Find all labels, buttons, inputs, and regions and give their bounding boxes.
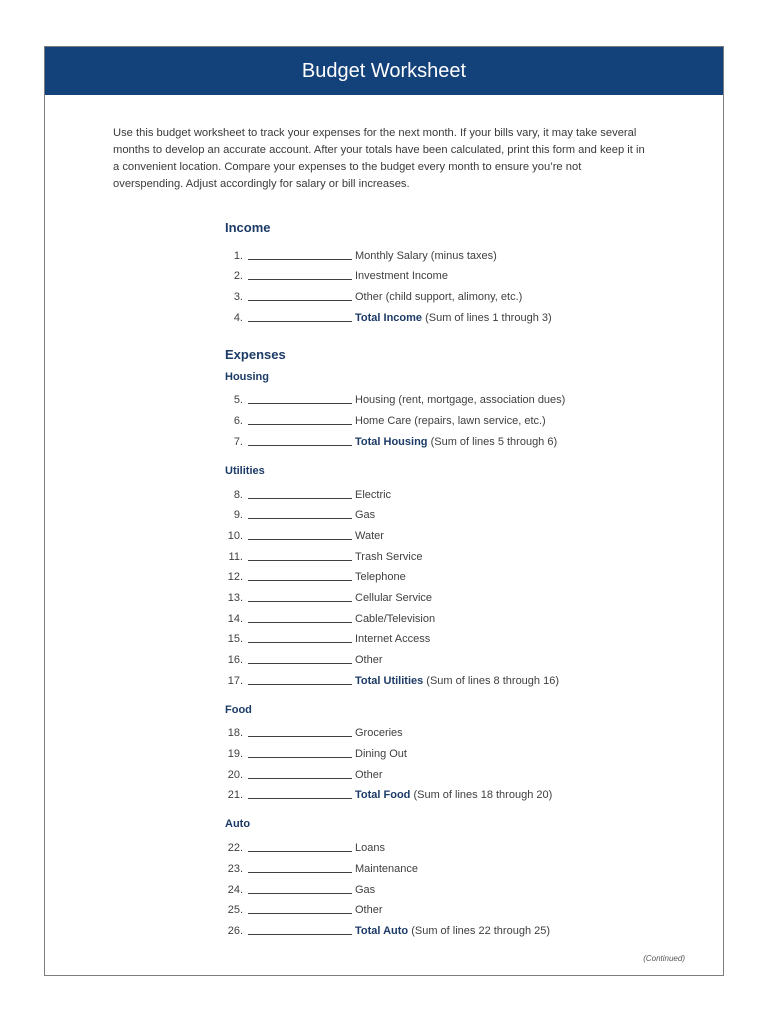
line-number: 3.	[233, 291, 243, 304]
worksheet-line	[225, 916, 705, 937]
worksheet-line	[225, 480, 705, 501]
page-header	[45, 47, 723, 95]
amount-blank[interactable]	[248, 767, 352, 779]
line-label: Gas	[355, 509, 376, 522]
line-label	[355, 925, 550, 937]
worksheet-line	[225, 303, 705, 324]
worksheet-line	[225, 854, 705, 875]
line-label: Gas	[355, 883, 376, 896]
line-number: 17.	[227, 674, 243, 687]
amount-blank[interactable]	[248, 787, 352, 799]
worksheet-line	[225, 833, 705, 854]
worksheet-line	[225, 386, 705, 407]
line-label	[355, 436, 557, 448]
line-label: Investment Income	[355, 270, 448, 283]
line-number: 13.	[227, 591, 243, 604]
worksheet-line	[225, 604, 705, 625]
worksheet-line	[225, 583, 705, 604]
line-label	[355, 789, 552, 801]
expenses-heading: Expenses	[225, 346, 286, 362]
line-total-note: (Sum of lines 1 through 3)	[422, 311, 552, 324]
housing-heading: Housing	[225, 370, 269, 383]
worksheet-content	[225, 219, 705, 937]
line-number: 6.	[233, 415, 243, 428]
line-label: Home Care (repairs, lawn service, etc.)	[355, 415, 546, 428]
amount-blank[interactable]	[248, 549, 352, 561]
amount-blank[interactable]	[248, 248, 352, 260]
worksheet-line	[225, 282, 705, 303]
amount-blank[interactable]	[248, 902, 352, 914]
utilities-lines	[225, 480, 705, 687]
amount-blank[interactable]	[248, 631, 352, 643]
line-number: 9.	[233, 509, 243, 522]
worksheet-line	[225, 262, 705, 283]
line-total-label: Total Income	[355, 311, 423, 324]
food-heading: Food	[225, 703, 252, 716]
amount-blank[interactable]	[248, 268, 352, 280]
line-number: 16.	[227, 654, 243, 666]
line-number: 19.	[227, 748, 243, 761]
worksheet-line	[225, 563, 705, 584]
line-total-note: (Sum of lines 18 through 20)	[410, 789, 553, 802]
amount-blank[interactable]	[248, 413, 352, 425]
line-label	[355, 675, 559, 687]
worksheet-line	[225, 427, 705, 448]
amount-blank[interactable]	[248, 289, 352, 301]
worksheet-line	[225, 781, 705, 802]
worksheet-line	[225, 625, 705, 646]
line-number: 2.	[233, 270, 243, 283]
line-label: Maintenance	[355, 862, 418, 875]
line-number: 11.	[228, 550, 243, 563]
line-total-label: Total Housing	[355, 435, 428, 448]
housing-lines	[225, 386, 705, 448]
amount-blank[interactable]	[248, 528, 352, 540]
amount-blank[interactable]	[248, 882, 352, 894]
auto-lines	[225, 833, 705, 936]
worksheet-line	[225, 645, 705, 666]
line-label: Housing (rent, mortgage, association dues)	[355, 394, 566, 407]
line-label: Other	[355, 904, 383, 917]
line-total-note: (Sum of lines 5 through 6)	[427, 435, 558, 448]
line-total-label: Total Auto	[355, 924, 409, 937]
amount-blank[interactable]	[248, 310, 352, 322]
line-number: 5.	[233, 394, 243, 407]
line-label: Trash Service	[355, 550, 423, 563]
line-total-label: Total Food	[355, 789, 411, 802]
worksheet-line	[225, 406, 705, 427]
line-label: Groceries	[355, 727, 403, 740]
line-total-note: (Sum of lines 22 through 25)	[408, 924, 551, 937]
page-title: Budget Worksheet	[301, 59, 467, 82]
line-label: Other (child support, alimony, etc.)	[355, 291, 523, 304]
line-label: Dining Out	[355, 748, 407, 761]
line-label	[355, 312, 552, 324]
worksheet-line	[225, 875, 705, 896]
line-number: 4.	[233, 311, 243, 324]
amount-blank[interactable]	[248, 434, 352, 446]
amount-blank[interactable]	[248, 392, 352, 404]
line-number: 12.	[227, 571, 243, 584]
amount-blank[interactable]	[248, 861, 352, 873]
line-number: 8.	[233, 488, 243, 501]
line-number: 18.	[227, 727, 243, 740]
line-number: 24.	[227, 883, 243, 896]
amount-blank[interactable]	[248, 611, 352, 623]
amount-blank[interactable]	[248, 673, 352, 685]
line-label: Electric	[355, 488, 392, 501]
line-number: 15.	[227, 633, 243, 646]
amount-blank[interactable]	[248, 652, 352, 664]
worksheet-line	[225, 666, 705, 687]
amount-blank[interactable]	[248, 746, 352, 758]
amount-blank[interactable]	[248, 725, 352, 737]
amount-blank[interactable]	[248, 487, 352, 499]
line-number: 22.	[227, 842, 243, 855]
worksheet-line	[225, 719, 705, 740]
continued-note: (Continued)	[643, 954, 685, 963]
line-number: 23.	[227, 862, 243, 875]
amount-blank[interactable]	[248, 507, 352, 519]
worksheet-line	[225, 501, 705, 522]
line-number: 21.	[227, 789, 243, 802]
line-label: Telephone	[355, 571, 406, 584]
worksheet-line	[225, 241, 705, 262]
worksheet-line	[225, 760, 705, 781]
income-lines	[225, 241, 705, 324]
line-label: Other	[355, 768, 383, 781]
line-number: 1.	[233, 249, 243, 262]
line-label: Water	[355, 529, 384, 542]
food-lines	[225, 719, 705, 802]
amount-blank[interactable]	[248, 590, 352, 602]
line-total-label: Total Utilities	[355, 674, 424, 687]
line-label: Monthly Salary (minus taxes)	[355, 249, 497, 262]
intro-paragraph: Use this budget worksheet to track your expenses for the next month. If your bills vary, it may take several months to develop an accurate account. After your totals have been calculated, print this form and keep it in a convenient location. Compare your expenses to the budget every month to ensure you’re not overspending. Adjust accordingly for salary or bill increases.	[113, 127, 645, 190]
worksheet-line	[225, 542, 705, 563]
line-number: 20.	[227, 768, 243, 781]
line-label: Loans	[355, 842, 385, 855]
utilities-heading: Utilities	[225, 464, 265, 477]
amount-blank[interactable]	[248, 569, 352, 581]
line-label: Other	[355, 654, 383, 666]
line-label: Internet Access	[355, 633, 431, 646]
worksheet-line	[225, 521, 705, 542]
line-number: 26.	[227, 924, 243, 937]
income-heading: Income	[225, 220, 271, 235]
line-label: Cellular Service	[355, 591, 433, 604]
worksheet-line	[225, 896, 705, 917]
line-label: Cable/Television	[355, 612, 436, 625]
amount-blank[interactable]	[248, 840, 352, 852]
line-total-note: (Sum of lines 8 through 16)	[423, 674, 559, 687]
line-number: 10.	[227, 529, 243, 542]
worksheet-page	[44, 46, 724, 976]
auto-heading: Auto	[225, 818, 251, 831]
line-number: 14.	[227, 612, 243, 625]
amount-blank[interactable]	[248, 923, 352, 935]
line-number: 7.	[233, 435, 243, 448]
worksheet-line	[225, 739, 705, 760]
line-number: 25.	[227, 904, 243, 917]
